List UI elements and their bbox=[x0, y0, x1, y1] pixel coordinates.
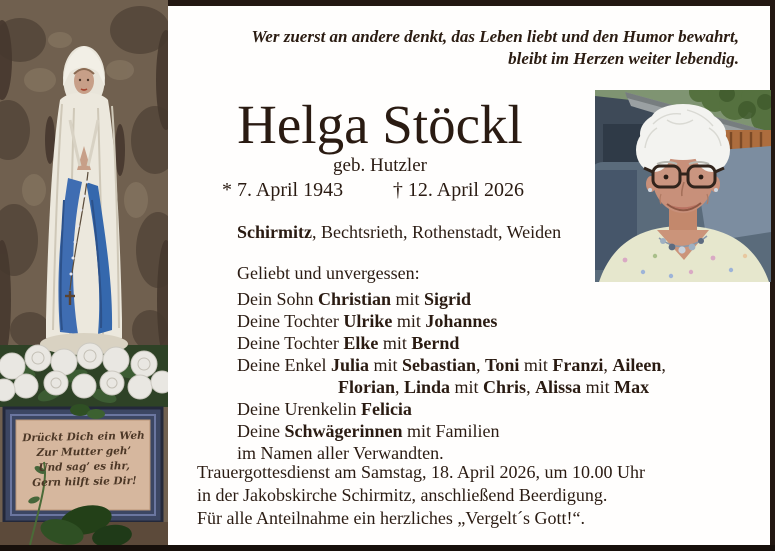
birth-date: * 7. April 1943 bbox=[222, 179, 344, 201]
places-line: Schirmitz, Bechtsrieth, Rothenstadt, Weiden bbox=[237, 222, 562, 242]
grotto-photo bbox=[0, 0, 168, 545]
notice-border-top bbox=[168, 0, 775, 6]
maiden-name: geb. Hutzler bbox=[333, 155, 427, 176]
verse-line: Drückt Dich ein Weh bbox=[22, 429, 145, 445]
portrait-illustration bbox=[595, 90, 771, 282]
family-line: Dein Sohn Christian mit Sigrid bbox=[237, 289, 472, 309]
funeral-line-1: Trauergottesdienst am Samstag, 18. April 2026, um 10.00 Uhr bbox=[197, 462, 645, 482]
family-list bbox=[237, 288, 666, 464]
memorial-quote bbox=[251, 26, 739, 70]
funeral-line-2: in der Jakobskirche Schirmitz, anschließend Beerdigung. bbox=[197, 485, 608, 505]
deceased-name: Helga Stöckl bbox=[237, 94, 523, 155]
family-line: Deine Tochter Elke mit Bernd bbox=[237, 333, 460, 353]
family-line: Deine Schwägerinnen mit Familien bbox=[237, 421, 500, 441]
life-dates bbox=[222, 179, 524, 202]
verse-line: Und sag’ es ihr, bbox=[38, 460, 130, 474]
verse-line: Gern hilft sie Dir! bbox=[32, 474, 137, 490]
funeral-line-3: Für alle Anteilnahme ein herzliches „Vergelt´s Gott!“. bbox=[197, 508, 586, 528]
quote-line-1: Wer zuerst an andere denkt, das Leben liebt und den Humor bewahrt, bbox=[251, 27, 739, 46]
quote-line-2: bleibt im Herzen weiter lebendig. bbox=[508, 49, 739, 68]
family-line: Deine Enkel Julia mit Sebastian, Toni mit Franzi, Aileen, bbox=[237, 355, 666, 375]
family-line: Deine Tochter Ulrike mit Johannes bbox=[237, 311, 498, 331]
family-line: im Namen aller Verwandten. bbox=[237, 443, 444, 463]
death-date: † 12. April 2026 bbox=[392, 179, 524, 201]
family-intro: Geliebt und unvergessen: bbox=[237, 263, 420, 283]
verse-line: Zur Mutter geh’ bbox=[36, 445, 132, 459]
notice-border-bottom bbox=[0, 545, 775, 551]
verse-sign-text bbox=[19, 429, 148, 492]
funeral-info bbox=[197, 461, 645, 530]
deceased-name-block bbox=[222, 96, 538, 154]
family-line: Deine Urenkelin Felicia bbox=[237, 399, 412, 419]
family-line: Florian, Linda mit Chris, Alissa mit Max bbox=[338, 377, 650, 397]
portrait-photo bbox=[595, 90, 771, 282]
